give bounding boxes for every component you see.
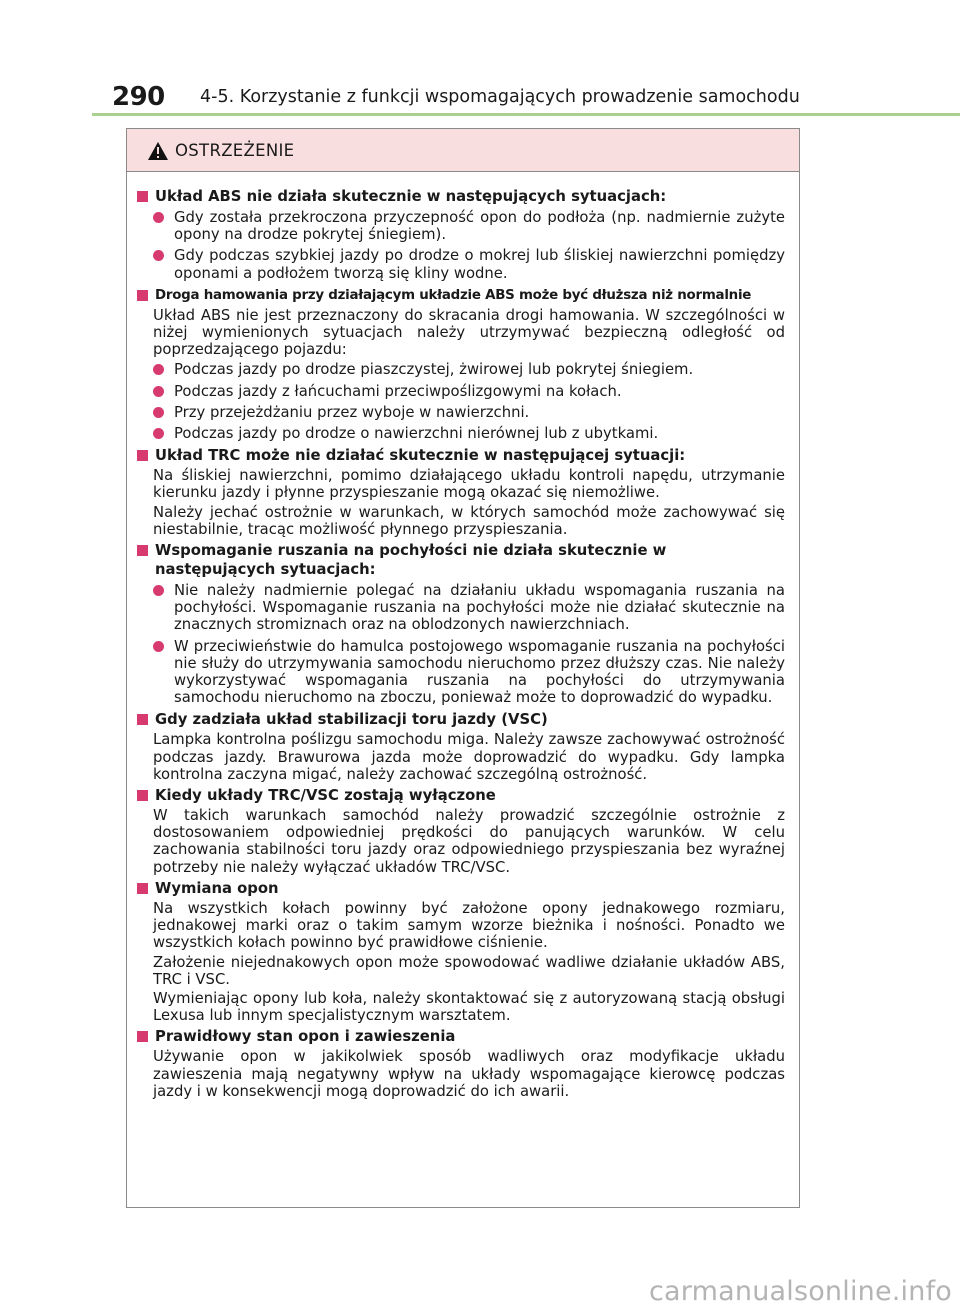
bullet-text: W przeciwieństwie do hamulca postojowego wspomaganie ruszania na pochyłości nie służy do utrzymywania samochodu nieruchomo przez dłuższy czas. Nie należy wykorzystywać wspomagania ruszania na pochyłości do utrzymywania samochodu nieruchomo na zboczu, ponieważ może to doprowadzić do wypadku.: [174, 637, 785, 707]
warning-item: [137, 710, 785, 783]
item-paragraph: Używanie opon w jakikolwiek sposób wadliwych oraz modyfikacje układu zawieszenia mają negatywny wpływ na układy wspomagające kierowcę podczas jazdy i w konsekwencji mogą doprowadzić do ich awarii.: [153, 1048, 785, 1100]
square-bullet-icon: [137, 1031, 148, 1042]
item-heading-text: Gdy zadziała układ stabilizacji toru jazdy (VSC): [155, 711, 548, 729]
watermark: carmanualsonline.info: [649, 1276, 952, 1307]
warning-item: [137, 879, 785, 1024]
round-bullet-icon: [153, 585, 164, 596]
round-bullet-icon: [153, 212, 164, 223]
warning-item: [137, 1027, 785, 1100]
round-bullet-icon: [153, 250, 164, 261]
warning-item: [137, 187, 785, 282]
warning-title: OSTRZEŻENIE: [175, 141, 295, 160]
item-paragraph: Założenie niejednakowych opon może spowodować wadliwe działanie układów ABS, TRC i VSC.: [153, 953, 785, 988]
bullet-text: Podczas jazdy po drodze piaszczystej, żwirowej lub pokrytej śniegiem.: [174, 361, 694, 379]
item-paragraph: Układ ABS nie jest przeznaczony do skracania drogi hamowania. W szczególności w niżej wymienionych sytuacjach należy utrzymywać bezpieczną odległość od poprzedzającego pojazdu:: [153, 306, 785, 359]
round-bullet-icon: [153, 386, 164, 397]
bullet-text: Podczas jazdy po drodze o nawierzchni nierównej lub z ubytkami.: [174, 425, 659, 443]
item-heading: [137, 541, 785, 579]
round-bullet-icon: [153, 407, 164, 418]
square-bullet-icon: [137, 290, 148, 301]
item-paragraph: Na wszystkich kołach powinny być założone opony jednakowego rozmiaru, jednakowej marki oraz o takim samym wzorze bieżnika i nośności. Ponadto we wszystkich kołach powinno być prawidłowe ciśnienie.: [153, 899, 785, 952]
item-heading: [137, 187, 785, 206]
bullet-item: [137, 209, 785, 243]
bullet-text: Nie należy nadmiernie polegać na działaniu układu wspomagania ruszania na pochyłości. Wspomaganie ruszania na pochyłości może nie działać skutecznie na znacznych stromiznach oraz na oblodzonych nawierzchniach.: [174, 582, 785, 634]
bullet-text: Gdy została przekroczona przyczepność opon do podłoża (np. nadmiernie zużyte opony na drodze pokrytej śniegiem).: [174, 209, 785, 244]
header-divider: [92, 113, 960, 116]
round-bullet-icon: [153, 364, 164, 375]
bullet-item: [137, 582, 785, 634]
item-paragraph: W takich warunkach samochód należy prowadzić szczególnie ostrożnie z dostosowaniem odpowiedniej prędkości do panujących warunków. W celu zachowania stabilności toru jazdy oraz odpowiedniego przyspieszania bez wyraźnej potrzeby nie należy wyłączać układów TRC/VSC.: [153, 807, 785, 876]
square-bullet-icon: [137, 191, 148, 202]
item-heading-text: Układ TRC może nie działać skutecznie w następującej sytuacji:: [155, 447, 686, 465]
square-bullet-icon: [137, 883, 148, 894]
warning-header: [127, 129, 799, 172]
warning-item: [137, 786, 785, 876]
item-heading: [137, 786, 785, 805]
round-bullet-icon: [153, 641, 164, 652]
warning-triangle-icon: [147, 141, 169, 161]
item-heading-text: Prawidłowy stan opon i zawieszenia: [155, 1028, 456, 1046]
page-number: 290: [112, 82, 165, 112]
section-title: 4-5. Korzystanie z funkcji wspomagających prowadzenie samochodu: [200, 87, 800, 107]
item-paragraph: Na śliskiej nawierzchni, pomimo działającego układu kontroli napędu, utrzymanie kierunku jazdy i płynne przyspieszanie mogą okazać się niemożliwe.: [153, 467, 785, 502]
item-paragraph: Należy jechać ostrożnie w warunkach, w których samochód może zachowywać się niestabilnie, tracąc możliwość płynnego przyspieszania.: [153, 503, 785, 538]
bullet-item: [137, 638, 785, 707]
item-paragraph: Wymieniając opony lub koła, należy skontaktować się z autoryzowaną stacją obsługi Lexusa lub innym specjalistycznym warsztatem.: [153, 989, 785, 1025]
warning-content: [137, 187, 785, 1103]
bullet-item: [137, 247, 785, 281]
warning-item: [137, 286, 785, 442]
item-heading-text: Kiedy układy TRC/VSC zostają wyłączone: [155, 787, 496, 805]
item-heading: [137, 879, 785, 898]
bullet-text: Przy przejeżdżaniu przez wyboje w nawierzchni.: [174, 403, 530, 421]
square-bullet-icon: [137, 714, 148, 725]
bullet-item: [137, 404, 785, 421]
item-heading-text: Droga hamowania przy działającym układzie ABS może być dłuższa niż normalnie: [155, 287, 752, 303]
item-heading: [137, 446, 785, 465]
square-bullet-icon: [137, 450, 148, 461]
item-heading-text: Układ ABS nie działa skutecznie w następujących sytuacjach:: [155, 188, 667, 205]
bullet-item: [137, 425, 785, 442]
warning-box: [126, 128, 800, 1208]
page-header: [0, 0, 960, 112]
item-heading: [137, 710, 785, 729]
item-paragraph: Lampka kontrolna poślizgu samochodu miga. Należy zawsze zachowywać ostrożność podczas jazdy. Brawurowa jazda może doprowadzić do wypadku. Gdy lampka kontrolna zaczyna migać, należy zachować szczególną ostrożność.: [153, 731, 785, 783]
item-heading: [137, 286, 785, 305]
round-bullet-icon: [153, 428, 164, 439]
bullet-item: [137, 361, 785, 378]
item-heading: [137, 1027, 785, 1046]
warning-item: [137, 541, 785, 706]
warning-item: [137, 446, 785, 538]
bullet-text: Podczas jazdy z łańcuchami przeciwpoślizgowymi na kołach.: [174, 382, 622, 400]
item-heading-text: Wymiana opon: [155, 879, 279, 897]
bullet-text: Gdy podczas szybkiej jazdy po drodze o mokrej lub śliskiej nawierzchni pomiędzy oponami a podłożem tworzą się kliny wodne.: [174, 247, 785, 282]
bullet-item: [137, 383, 785, 400]
item-heading-text: Wspomaganie ruszania na pochyłości nie działa skutecznie w następujących sytuacjach:: [155, 542, 667, 579]
square-bullet-icon: [137, 545, 148, 556]
square-bullet-icon: [137, 790, 148, 801]
